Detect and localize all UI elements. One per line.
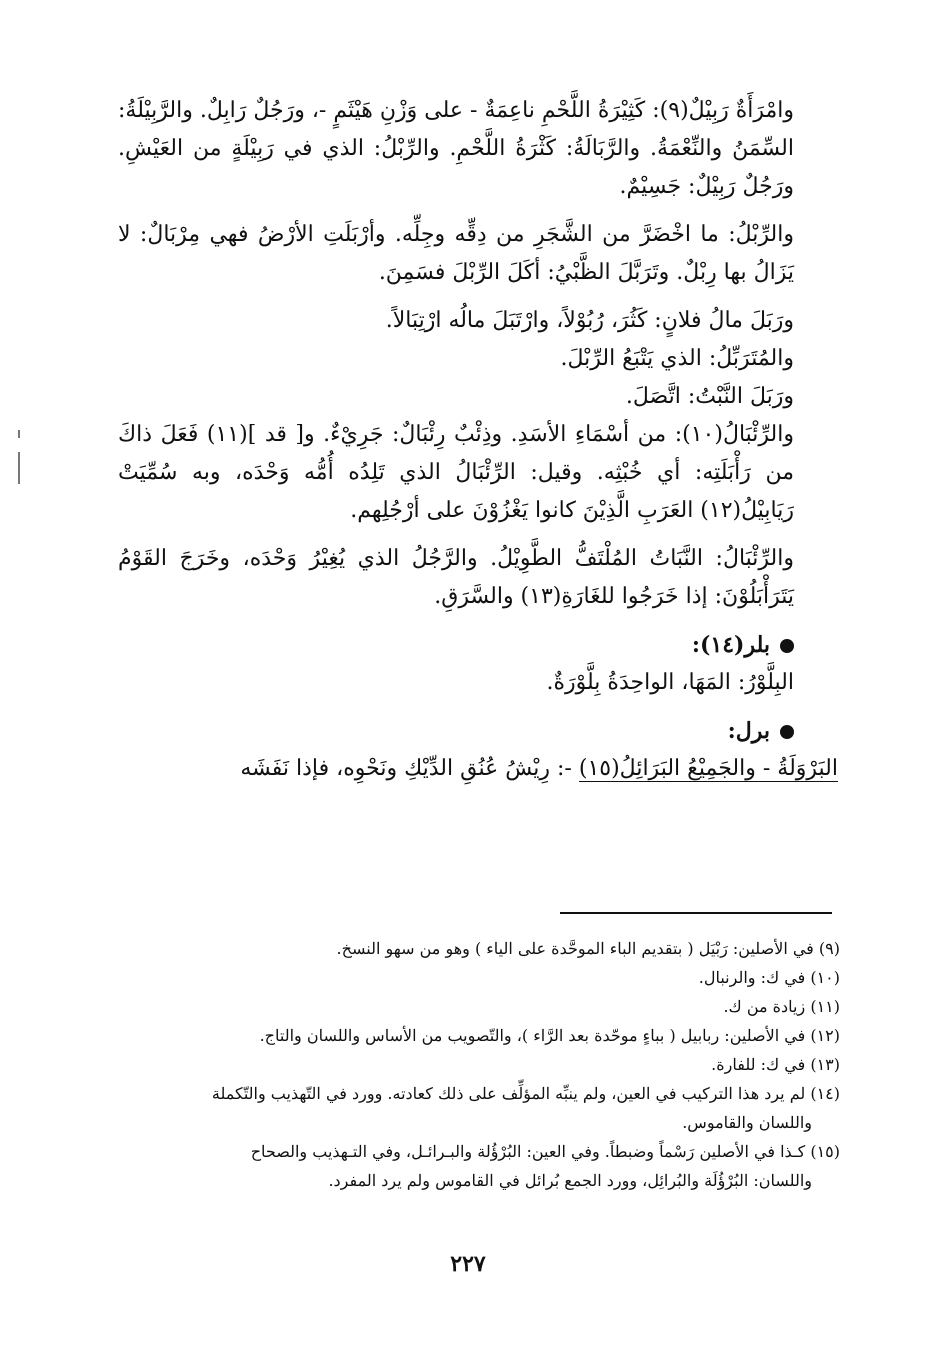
- footnote-text: (١٢) في الأصلين: ربابيل ( بباءٍ موحّدة بعد الرَّاء )، والتّصويب من الأساس واللسان والتاج.: [259, 1026, 840, 1045]
- paragraph-3: ورَبَلَ مالُ فلانٍ: كَثُرَ، رُبُوْلاً، وارْتَبَلَ مالُه ارْتِبَالاً.: [385, 308, 794, 333]
- footnotes: [118, 934, 840, 1195]
- bullet-icon: [780, 639, 794, 653]
- footnote: [118, 1137, 840, 1195]
- paragraph-1: وامْرَأَةٌ رَبِيْلٌ(٩): كَثِيْرَةُ اللَّحْمِ ناعِمَةٌ - على وَزْنِ هَيْثَمٍ -، ورَجُلٌ رَابِلٌ. والرَّبِيْلَةُ: السِّمَنُ والنِّعْمَةُ. والرَّبَالَةُ: كَثْرَةُ اللَّحْمِ. والرِّبْلُ: الذي في رَبِيْلَةٍ من العَيْشِ. ورَجُلٌ رَبِيْلٌ: جَسِيْمٌ.: [118, 98, 794, 199]
- footnote-text: (١٠) في ك: والرنبال.: [698, 968, 840, 987]
- footnote-separator: [560, 912, 832, 914]
- footnote-text: (١١) زيادة من ك.: [723, 997, 840, 1016]
- paragraph-5: ورَبَلَ النَّبْتُ: اتَّصَلَ.: [625, 384, 794, 409]
- entry-text: -: رِيْشُ عُنُقِ الدِّيْكِ ونَحْوِه، فإذا نَفَشَه: [240, 756, 579, 781]
- footnote-text: (١٣) في ك: للفارة.: [711, 1055, 840, 1074]
- bullet-icon: [780, 725, 794, 739]
- footnote: [118, 963, 840, 992]
- footnote: [118, 1050, 840, 1079]
- entry-text-barl: [118, 750, 838, 788]
- paragraph-6: والرِّئْبَالُ(١٠): من أسْمَاءِ الأسَدِ. وذِئْبٌ رِئْبَالٌ: جَرِيْءٌ. و[ قد ](١١) فَعَلَ ذاكَ من رَأْبَلَتِه: أي خُبْثِه. وقيل: الرِّئْبَالُ الذي تَلِدُه أُمُّه وَحْدَه، وبه سُمِّيَتْ رَيَابِيْلُ(١٢) العَرَبِ الَّذِيْنَ كانوا يَغْزُوْنَ على أرْجُلِهم.: [118, 422, 794, 523]
- footnote: [118, 934, 840, 963]
- footnote-text: (١٥) كـذا في الأصلين رَسْماً وضبطاً. وفي العين: البُرْؤُلة والبـرائـل، وفي التـهذيب والصحاح: [250, 1142, 840, 1161]
- margin-mark: [18, 430, 20, 438]
- entry-text-bal: البِلَّوْرُ: المَهَا، الواحِدَةُ بِلَّوْرَةٌ.: [546, 670, 794, 695]
- entry-heading-label: برل:: [727, 718, 770, 744]
- entry-lead-underlined: البَرْوَلَةُ - والجَمِيْعُ البَرَائِلُ(١٥): [578, 756, 838, 781]
- entry-heading-bal: [118, 626, 838, 664]
- footnote: [118, 992, 840, 1021]
- footnote: [118, 1079, 840, 1137]
- footnote-continuation: واللسان: البُرْؤُلَة والبُرائِل، وورد الجمع بُرائل في القاموس ولم يرد المفرد.: [328, 1171, 812, 1190]
- paragraph-4: والمُتَرَبِّلُ: الذي يَتْبَعُ الرِّبْلَ.: [560, 346, 794, 371]
- entry-heading-label: بلر(١٤):: [691, 632, 770, 658]
- footnote: [118, 1021, 840, 1050]
- main-text: [118, 92, 838, 788]
- paragraph-7: والرِّئْبَالُ: النَّبَاتُ المُلْتَفُّ الطَّوِيْلُ. والرَّجُلُ الذي يُغِيْرُ وَحْدَه، وخَرَجَ القَوْمُ يَتَرَأْبَلُوْنَ: إذا خَرَجُوا للغَارَةِ(١٣) والسَّرَقِ.: [118, 546, 794, 609]
- entry-heading-barl: [118, 712, 838, 750]
- footnote-text: (١٤) لم يرد هذا التركيب في العين، ولم ينبِّه المؤلِّف على ذلك كعادته. وورد في التّهذيب والتّكملة: [211, 1084, 840, 1103]
- footnote-text: (٩) في الأصلين: رَبْيَل ( بتقديم الباء الموحَّدة على الياء ) وهو من سهو النسخ.: [336, 939, 840, 958]
- footnote-continuation: واللسان والقاموس.: [682, 1113, 812, 1132]
- margin-mark: [18, 452, 20, 484]
- page-number: ٢٢٧: [450, 1251, 486, 1277]
- paragraph-2: والرِّبْلُ: ما اخْضَرَّ من الشَّجَرِ من دِقِّه وجِلِّه. وأرْبَلَتِ الأرْضُ فهي مِرْبَالٌ: لا يَزَالُ بها رِبْلٌ. وتَرَبَّلَ الظَّبْيُ: أكَلَ الرِّبْلَ فسَمِنَ.: [118, 222, 794, 285]
